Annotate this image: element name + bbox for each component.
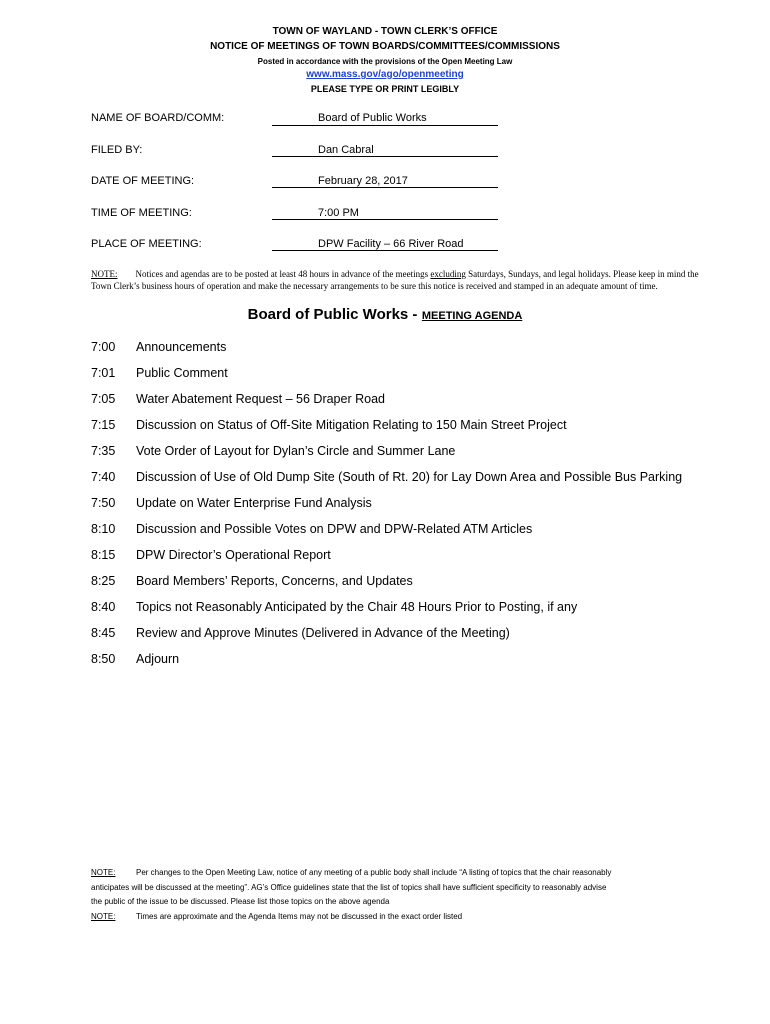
note-underlined-word: excluding <box>430 269 466 279</box>
agenda-item-description: Discussion and Possible Votes on DPW and DPW-Related ATM Articles <box>136 522 533 536</box>
agenda-item-description: Update on Water Enterprise Fund Analysis <box>136 496 372 510</box>
open-meeting-law-note <box>91 866 711 924</box>
agenda-board-name: Board of Public Works - <box>247 306 418 323</box>
agenda-item-time: 8:40 <box>91 600 116 614</box>
agenda-item-time: 8:50 <box>91 652 116 666</box>
field-label-filed-by: FILED BY: <box>91 144 143 156</box>
agenda-item-time: 8:10 <box>91 522 116 536</box>
footer-note-line <box>91 866 711 881</box>
notice-title: NOTICE OF MEETINGS OF TOWN BOARDS/COMMITTEES/COMMISSIONS <box>210 41 560 52</box>
field-value-date: February 28, 2017 <box>318 175 408 187</box>
footer-note-label: NOTE: <box>91 911 116 921</box>
footer-note-text: Per changes to the Open Meeting Law, notice of any meeting of a public body shall include “A listing of topics that the chair reasonably <box>136 868 612 877</box>
note-text-after: Saturdays, Sundays, and legal holidays. Please keep in mind the Town Clerk’s business hours of operation and make the necessary arrangements to be sure this notice is received and stamped in an adequate amount of time. <box>91 269 699 291</box>
agenda-heading <box>0 306 770 324</box>
agenda-item-description: Topics not Reasonably Anticipated by the Chair 48 Hours Prior to Posting, if any <box>136 600 578 614</box>
agenda-subtitle: MEETING AGENDA <box>421 310 523 322</box>
agenda-item-description: Public Comment <box>136 366 228 380</box>
field-label-date: DATE OF MEETING: <box>91 175 195 187</box>
posted-note: Posted in accordance with the provisions of the Open Meeting Law <box>257 57 513 66</box>
agenda-item-time: 7:15 <box>91 418 116 432</box>
agenda-item-description: Announcements <box>136 340 227 354</box>
note-text-before: Notices and agendas are to be posted at least 48 hours in advance of the meetings <box>135 269 429 279</box>
agenda-item-time: 8:45 <box>91 626 116 640</box>
agenda-item-time: 7:01 <box>91 366 116 380</box>
footer-note-line: the public of the issue to be discussed. Please list those topics on the above agenda <box>91 897 390 906</box>
agenda-item-time: 7:05 <box>91 392 116 406</box>
field-label-time: TIME OF MEETING: <box>91 207 192 219</box>
office-title: TOWN OF WAYLAND - TOWN CLERK’S OFFICE <box>272 26 498 37</box>
agenda-item-time: 7:00 <box>91 340 116 354</box>
field-value-place: DPW Facility – 66 River Road <box>318 238 464 250</box>
agenda-item-time: 7:35 <box>91 444 116 458</box>
agenda-item-description: Vote Order of Layout for Dylan’s Circle and Summer Lane <box>136 444 456 458</box>
footer-note-label: NOTE: <box>91 868 116 877</box>
agenda-item-description: Water Abatement Request – 56 Draper Road <box>136 392 385 406</box>
field-value-filed-by: Dan Cabral <box>318 144 374 156</box>
field-value-time: 7:00 PM <box>318 207 359 219</box>
open-meeting-link[interactable]: www.mass.gov/ago/openmeeting <box>306 69 464 80</box>
agenda-item-time: 7:40 <box>91 470 116 484</box>
field-line-filed-by <box>272 142 498 157</box>
agenda-item-description: Board Members’ Reports, Concerns, and Updates <box>136 574 413 588</box>
posting-note <box>91 268 701 292</box>
footer-note-text: Times are approximate and the Agenda Items may not be discussed in the exact order listed <box>136 911 463 921</box>
agenda-item-description: Discussion of Use of Old Dump Site (South of Rt. 20) for Lay Down Area and Possible Bus Parking <box>136 470 683 484</box>
field-label-place: PLACE OF MEETING: <box>91 238 202 250</box>
agenda-item-time: 7:50 <box>91 496 116 510</box>
agenda-item-time: 8:15 <box>91 548 116 562</box>
footer-note-line <box>91 910 711 925</box>
footer-note-line: anticipates will be discussed at the meeting”. AG’s Office guidelines state that the list of topics shall have sufficient specificity to reasonably advise <box>91 882 607 892</box>
agenda-item-description: DPW Director’s Operational Report <box>136 548 331 562</box>
agenda-item-description: Adjourn <box>136 652 180 666</box>
note-label: NOTE: <box>91 269 118 279</box>
agenda-item-time: 8:25 <box>91 574 116 588</box>
field-label-board: NAME OF BOARD/COMM: <box>91 112 225 124</box>
field-line-time <box>272 205 498 220</box>
field-value-board: Board of Public Works <box>318 112 427 124</box>
print-legibly-note: PLEASE TYPE OR PRINT LEGIBLY <box>310 84 460 94</box>
agenda-item-description: Discussion on Status of Off-Site Mitigation Relating to 150 Main Street Project <box>136 418 567 432</box>
agenda-item-description: Review and Approve Minutes (Delivered in Advance of the Meeting) <box>136 626 510 640</box>
